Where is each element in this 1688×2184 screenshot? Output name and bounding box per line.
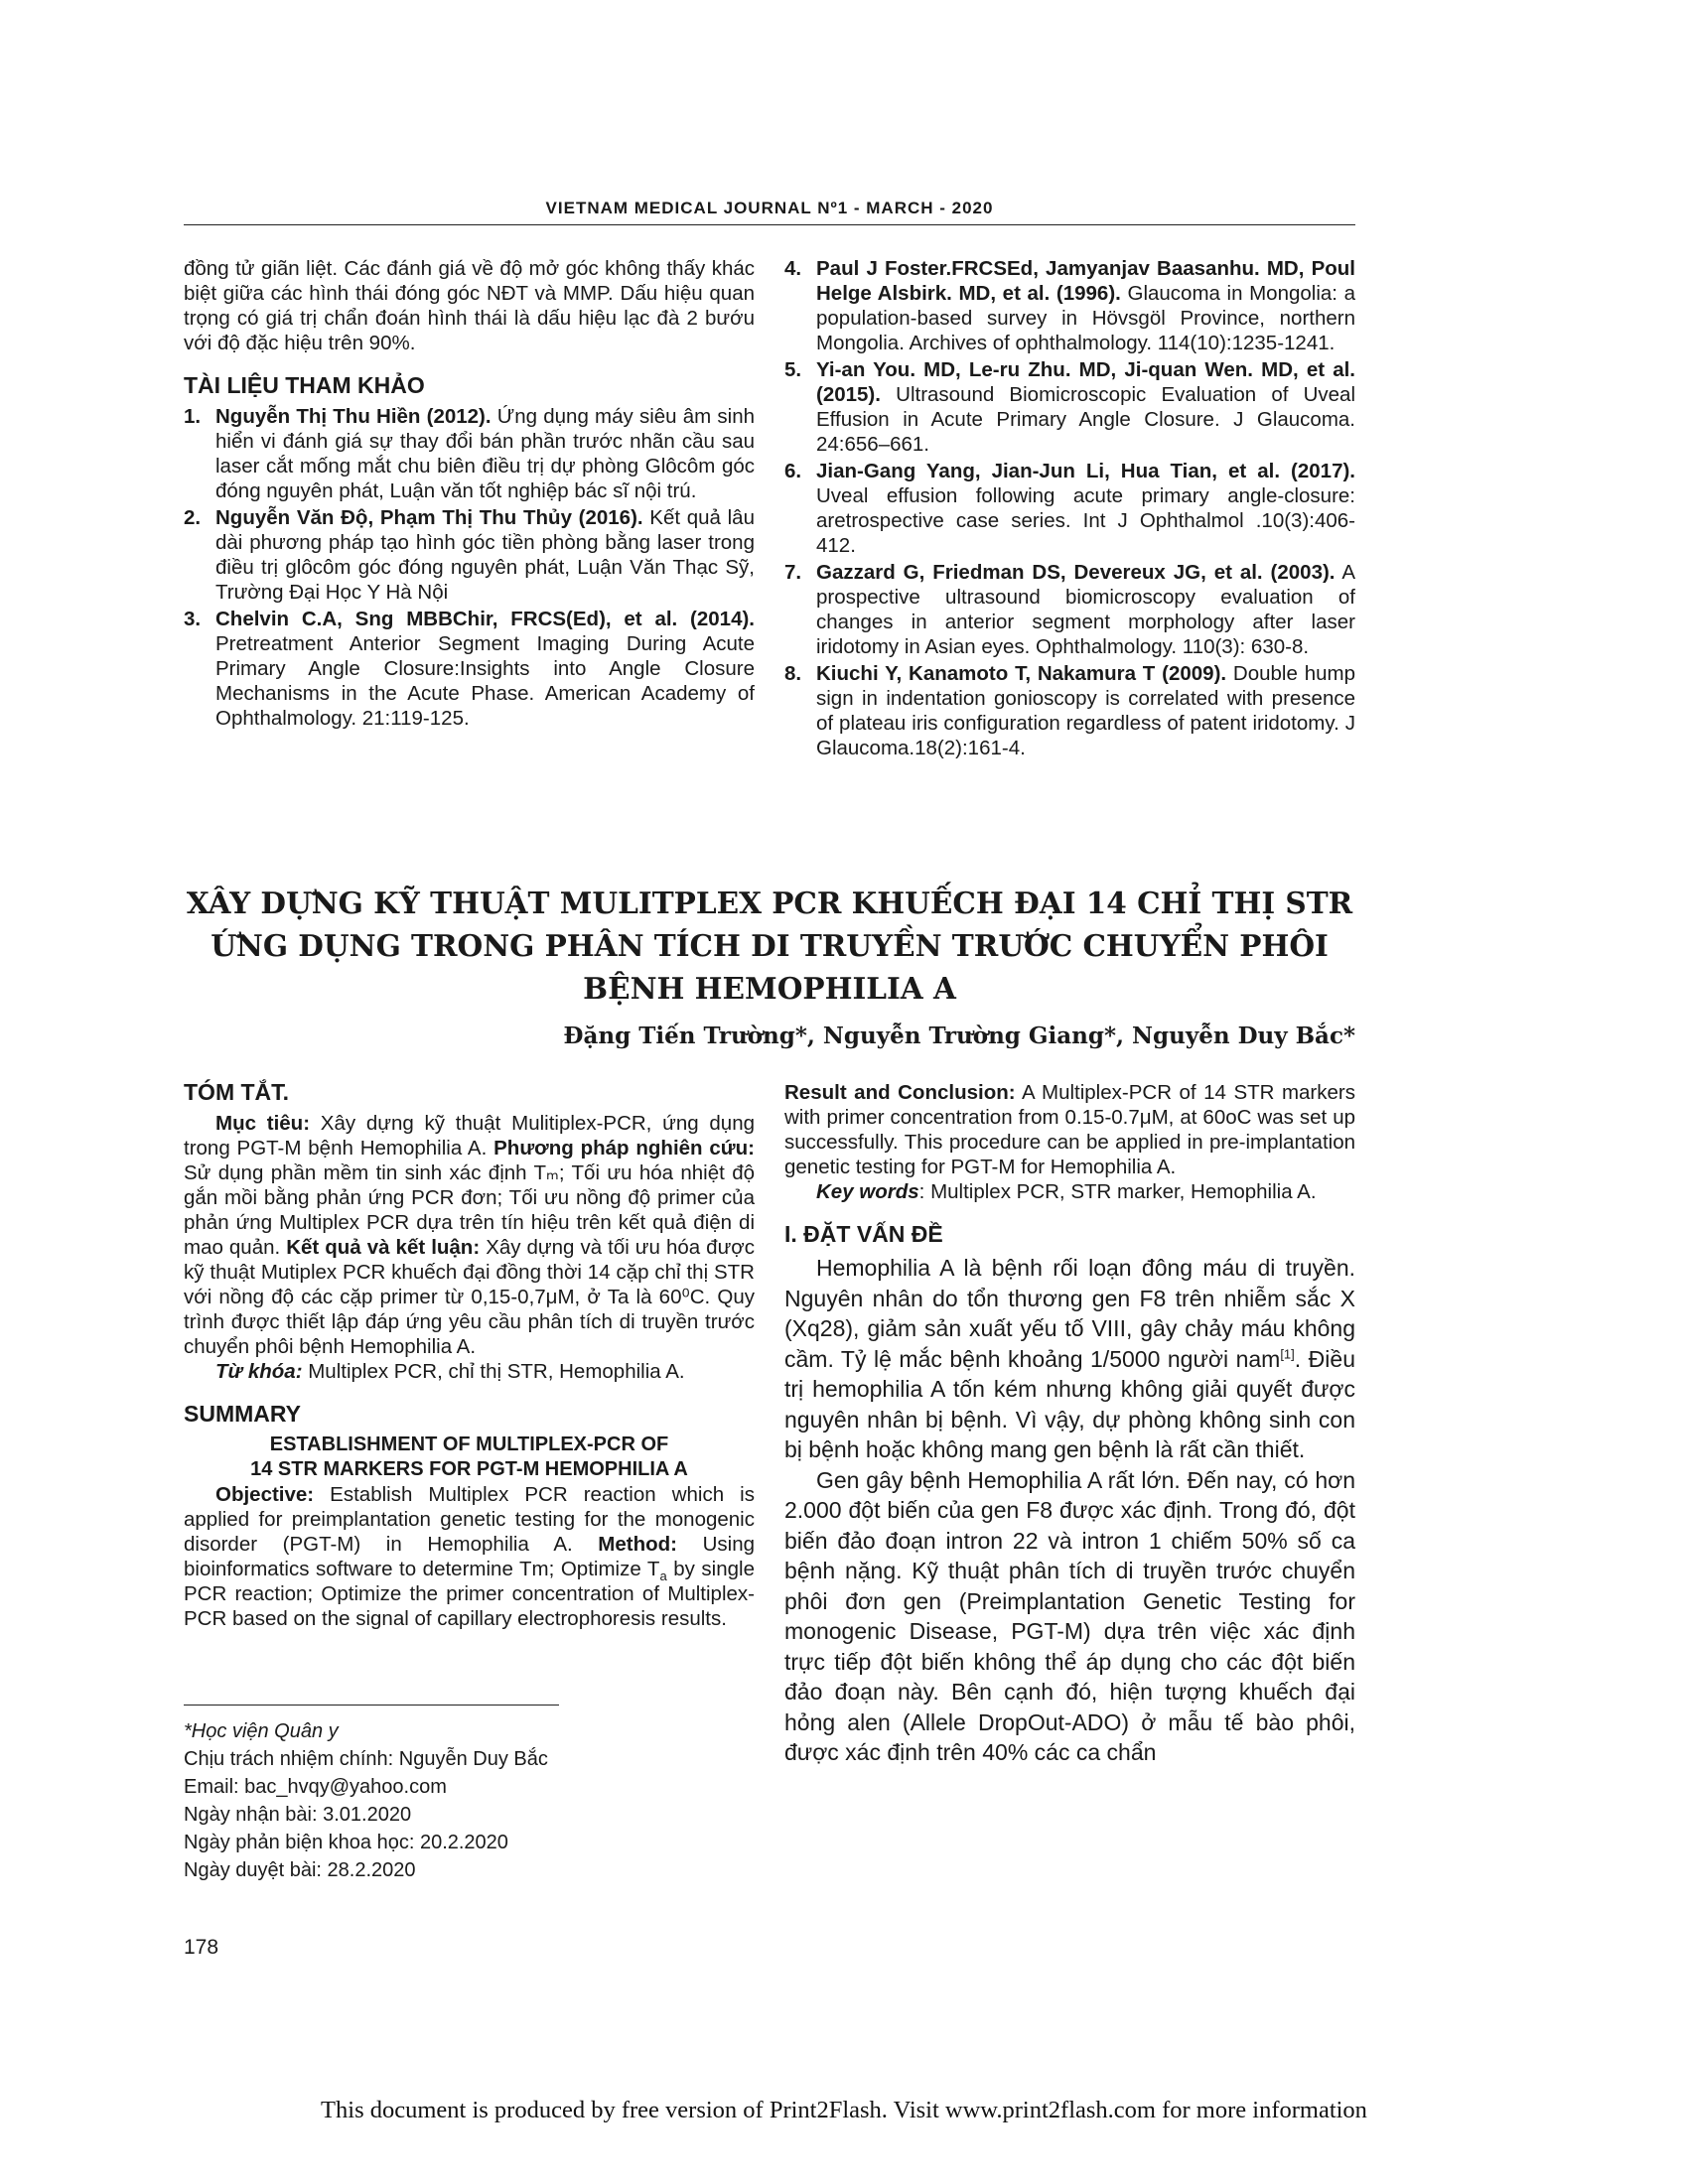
keywords-paragraph <box>784 1179 1355 1204</box>
summary-continued <box>784 1080 1355 1179</box>
summary-title-line: ESTABLISHMENT OF MULTIPLEX-PCR OF <box>269 1433 669 1455</box>
reference-item <box>784 459 1355 558</box>
footnote-email: Email: bac_hvqy@yahoo.com <box>184 1776 447 1798</box>
footnote-accepted: Ngày duyệt bài: 28.2.2020 <box>184 1859 416 1881</box>
continued-paragraph: đồng tử giãn liệt. Các đánh giá về độ mở góc không thấy khác biệt giữa các hình thái đóng góc NĐT và MMP. Dấu hiệu quan trọng có giá trị chẩn đoán hình thái là dấu hiệu lạc đà 2 bướu với độ đặc hiệu trên 90%. <box>184 257 755 354</box>
reference-text: Pretreatment Anterior Segment Imaging During Acute Primary Angle Closure:Insights into Angle Closure Mechanisms in the Acute Phase. American Academy of Ophthalmology. 21:119-125. <box>215 632 755 730</box>
keywords-text: : Multiplex PCR, STR marker, Hemophilia A. <box>918 1180 1317 1203</box>
summary-title-line: 14 STR MARKERS FOR PGT-M HEMOPHILIA A <box>250 1458 688 1480</box>
top-right-column <box>784 256 1355 762</box>
summary-paragraph <box>184 1482 755 1631</box>
intro-text: . Điều trị hemophilia A tốn kém nhưng không giải quyết được nguyên nhân bị bệnh. Vì vậy, dự phòng không sinh con bị bệnh hoặc không mang gen bệnh là rất cần thiết. <box>784 1345 1355 1462</box>
reference-number: 2. <box>184 506 202 529</box>
article-title-line: XÂY DỰNG KỸ THUẬT MULITPLEX PCR KHUẾCH ĐẠI 14 CHỈ THỊ STR <box>186 886 1353 920</box>
page-number: 178 <box>184 1936 219 1959</box>
reference-number: 3. <box>184 608 202 630</box>
header-divider <box>184 224 1355 225</box>
reference-item <box>184 607 755 731</box>
summary-heading: SUMMARY <box>184 1401 301 1427</box>
reference-item <box>784 357 1355 457</box>
top-left-column <box>184 256 755 733</box>
journal-header: VIETNAM MEDICAL JOURNAL Nº1 - MARCH - 2020 <box>545 199 994 217</box>
reference-number: 7. <box>784 561 802 584</box>
objective-label: Objective: <box>215 1483 315 1506</box>
reference-authors: Gazzard G, Friedman DS, Devereux JG, et al. (2003). <box>816 561 1336 584</box>
objective-text: Xây dựng kỹ thuật Mulitiplex-PCR, ứng dụng trong PGT-M bệnh Hemophilia A. <box>184 1112 756 1160</box>
reference-number: 6. <box>784 460 802 482</box>
reference-text: Kết quả lâu dài phương pháp tạo hình góc tiền phòng bằng laser trong điều trị glôcôm góc đóng nguyên phát, Luận Văn Thạc Sỹ, Trường Đại Học Y Hà Nội <box>215 506 755 604</box>
footnote-divider <box>184 1705 559 1706</box>
bottom-right-column <box>784 1080 1355 1768</box>
intro-paragraph <box>784 1253 1355 1465</box>
reference-text: Ứng dụng máy siêu âm sinh hiển vi đánh giá sự thay đổi bán phần trước nhãn cầu sau laser cắt mống mắt chu biên điều trị dự phòng Glôcôm góc đóng nguyên phát, Luận văn tốt nghiệp bác sĩ nội trú. <box>215 405 755 502</box>
footnote-affiliation: *Học viện Quân y <box>184 1720 339 1742</box>
reference-text: A prospective ultrasound biomicroscopy evaluation of changes in anterior segment morphology after laser iridotomy in Asian eyes. Ophthalmology. 110(3): 630-8. <box>816 561 1355 658</box>
footnote-reviewed: Ngày phản biện khoa học: 20.2.2020 <box>184 1832 508 1853</box>
citation-marker: [1] <box>1280 1345 1295 1361</box>
result-text: A Multiplex-PCR of 14 STR markers with primer concentration from 0.15-0.7μM, at 60oC was set up successfully. This procedure can be applied in pre-implantation genetic testing for PGT-M for Hemophilia A. <box>784 1081 1355 1178</box>
method-label: Method: <box>598 1533 677 1556</box>
reference-authors: Paul J Foster.FRCSEd, Jamyanjav Baasanhu. MD, Poul Helge Alsbirk. MD, et al. (1996). <box>816 257 1355 305</box>
reference-item <box>784 256 1355 355</box>
result-text: Xây dựng và tối ưu hóa được kỹ thuật Mutiplex PCR khuếch đại đồng thời 14 cặp chỉ thị STR với nồng độ các cặp primer từ 0,15-0,7μM, ở Ta là 60⁰C. Quy trình được thiết lập đáp ứng yêu cầu phân tích di truyền trước chuyển phôi bệnh Hemophilia A. <box>184 1236 755 1358</box>
footnote-received: Ngày nhận bài: 3.01.2020 <box>184 1804 412 1826</box>
references-heading: TÀI LIỆU THAM KHẢO <box>184 372 425 398</box>
result-label: Result and Conclusion: <box>784 1081 1016 1104</box>
abstract-paragraph <box>184 1111 755 1359</box>
reference-number: 5. <box>784 358 802 381</box>
objective-text: Establish Multiplex PCR reaction which is applied for preimplantation genetic testing for the monogenic disorder (PGT-M) in Hemophilia A. <box>184 1483 755 1556</box>
reference-number: 1. <box>184 405 202 428</box>
reference-item <box>184 404 755 503</box>
reference-text: Uveal effusion following acute primary angle-closure: aretrospective case series. Int J Ophthalmol .10(3):406-412. <box>816 484 1355 557</box>
method-text: by single PCR reaction; Optimize the primer concentration of Multiplex-PCR based on the signal of capillary electrophoresis results. <box>184 1558 755 1630</box>
bottom-left-column <box>184 1080 755 1631</box>
reference-item <box>184 505 755 605</box>
reference-authors: Nguyễn Thị Thu Hiền (2012). <box>215 405 492 428</box>
article-title-line: BỆNH HEMOPHILIA A <box>583 971 956 1006</box>
reference-text: Ultrasound Biomicroscopic Evaluation of Uveal Effusion in Acute Primary Angle Closure. J Glaucoma. 24:656–661. <box>816 383 1355 456</box>
abstract-heading: TÓM TẮT. <box>184 1079 290 1105</box>
keywords-text: Multiplex PCR, chỉ thị STR, Hemophilia A. <box>302 1360 685 1383</box>
reference-authors: Kiuchi Y, Kanamoto T, Nakamura T (2009). <box>816 662 1227 685</box>
reference-number: 8. <box>784 662 802 685</box>
reference-number: 4. <box>784 257 802 280</box>
reference-authors: Yi-an You. MD, Le-ru Zhu. MD, Ji-quan Wen. MD, et al. (2015). <box>816 358 1355 406</box>
reference-list-right <box>784 256 1355 760</box>
reference-authors: Nguyễn Văn Độ, Phạm Thị Thu Thủy (2016). <box>215 506 643 529</box>
intro-paragraph: Gen gây bệnh Hemophilia A rất lớn. Đến nay, có hơn 2.000 đột biến của gen F8 được xác định. Trong đó, đột biến đảo đoạn intron 22 và intron 1 chiếm 50% số ca bệnh nặng. Kỹ thuật phân tích di truyền trước chuyển phôi đơn gen (Preimplantation Genetic Testing for monogenic Disease, PGT-M) dựa trên việc xác định trực tiếp đột biến không thể áp dụng cho các đột biến đảo đoạn này. Bên cạnh đó, hiện tượng khuếch đại hỏng alen (Allele DropOut-ADO) ở mẫu tế bào phôi, được xác định trên 40% các ca chẩn <box>784 1466 1355 1765</box>
keywords-paragraph <box>184 1359 755 1384</box>
objective-label: Mục tiêu: <box>215 1112 311 1135</box>
keywords-label: Từ khóa: <box>215 1360 303 1383</box>
reference-list-left <box>184 404 755 731</box>
keywords-label: Key words <box>816 1180 919 1203</box>
reference-text: Double hump sign in indentation gonioscopy is correlated with presence of plateau iris configuration regardless of patent iridotomy. J Glaucoma.18(2):161-4. <box>816 662 1355 759</box>
method-text: Sử dụng phần mềm tin sinh xác định Tₘ; Tối ưu hóa nhiệt độ gắn mồi bằng phản ứng PCR đơn; Tối ưu nồng độ primer của phản ứng Multiplex PCR dựa trên tín hiệu trên kết quả điện di mao quản. <box>184 1161 755 1259</box>
reference-text: Glaucoma in Mongolia: a population-based survey in Hövsgöl Province, northern Mongolia. Archives of ophthalmology. 114(10):1235-1241. <box>816 282 1356 354</box>
footnotes <box>184 1717 740 1884</box>
article-authors: Đặng Tiến Trường*, Nguyễn Trường Giang*, Nguyễn Duy Bắc* <box>563 1023 1355 1049</box>
intro-text: Hemophilia A là bệnh rối loạn đông máu di truyền. Nguyên nhân do tổn thương gen F8 trên nhiễm sắc X (Xq28), giảm sản xuất yếu tố VIII, gây chảy máu không cầm. Tỷ lệ mắc bệnh khoảng 1/5000 người nam <box>784 1255 1355 1372</box>
method-text: Using bioinformatics software to determine Tm; Optimize T <box>184 1533 755 1580</box>
reference-authors: Chelvin C.A, Sng MBBChir, FRCS(Ed), et al. (2014). <box>215 608 755 630</box>
article-title <box>184 882 1355 1010</box>
method-label: Phương pháp nghiên cứu: <box>493 1137 755 1160</box>
reference-authors: Jian-Gang Yang, Jian-Jun Li, Hua Tian, et al. (2017). <box>816 460 1355 482</box>
subscript-a: a <box>659 1569 667 1584</box>
footnote-responsible: Chịu trách nhiệm chính: Nguyễn Duy Bắc <box>184 1748 548 1770</box>
reference-item <box>784 560 1355 659</box>
article-title-line: ỨNG DỤNG TRONG PHÂN TÍCH DI TRUYỀN TRƯỚC CHUYỂN PHÔI <box>211 928 1329 963</box>
reference-item <box>784 661 1355 760</box>
result-label: Kết quả và kết luận: <box>286 1236 481 1259</box>
intro-heading: I. ĐẶT VẤN ĐỀ <box>784 1221 943 1247</box>
print2flash-notice: This document is produced by free version of Print2Flash. Visit www.print2flash.com for more information <box>321 2097 1367 2123</box>
